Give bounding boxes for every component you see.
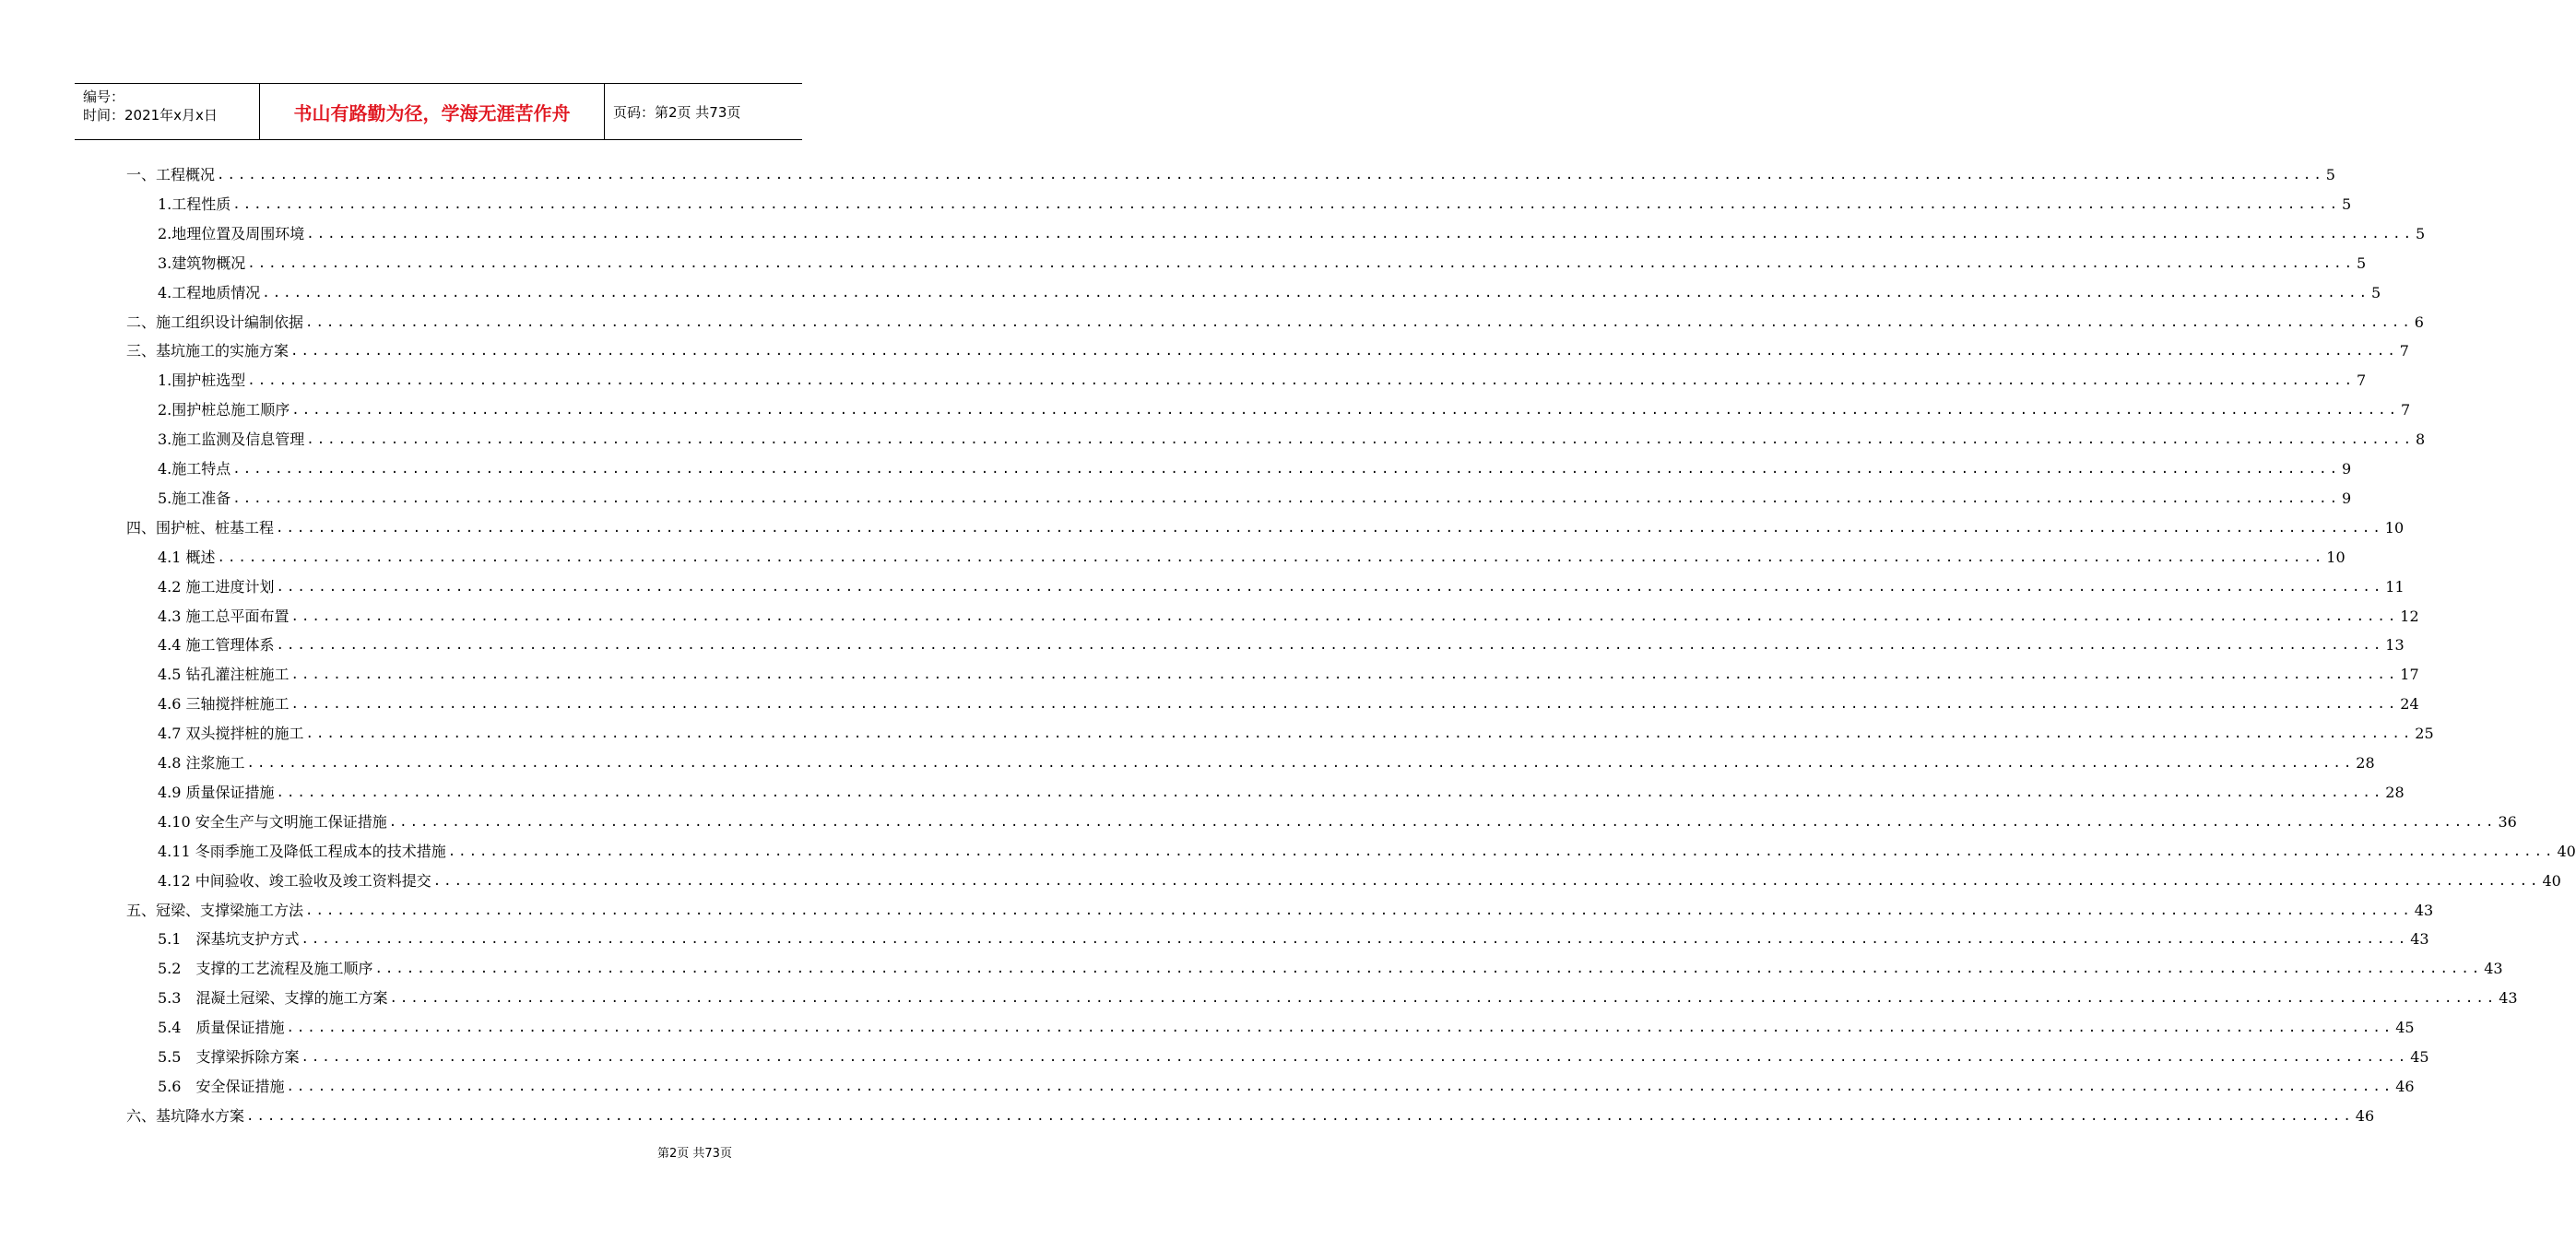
toc-entry-page: 9 [2342,490,2352,507]
toc-entry[interactable] [126,338,2409,364]
toc-entry-title: 一、工程概况 [126,166,216,183]
toc-entry-page: 28 [2356,754,2375,772]
toc-entry-title: 二、施工组织设计编制依据 [126,313,304,331]
toc-leader-dots: ........................................................................................................................................................................................................ [246,1109,2354,1124]
toc-entry-page: 28 [2385,784,2405,801]
toc-entry-page: 43 [2414,902,2434,919]
toc-entry-page: 9 [2342,460,2352,478]
header-page-info: 页码：第2页 共73页 [613,103,741,121]
footer-page-info: 第2页 共73页 [657,1147,732,1161]
toc-entry[interactable] [158,750,2375,776]
toc-entry-title: 4.4 施工管理体系 [158,636,275,654]
toc-entry-title: 4.7 双头搅拌桩的施工 [158,725,304,742]
toc-entry-page: 7 [2401,401,2411,419]
toc-entry-page: 43 [2484,960,2503,977]
toc-entry-page: 25 [2415,725,2434,742]
toc-entry-title: 4.5 钻孔灌注桩施工 [158,666,290,683]
toc-entry-page: 43 [2410,930,2429,948]
toc-leader-dots: ........................................................................................................................................................................................................ [232,491,2341,506]
toc-entry[interactable] [158,1015,2415,1041]
toc-entry[interactable] [158,192,2352,218]
toc-leader-dots: ........................................................................................................................................................................................................ [306,432,2415,447]
toc-entry-page: 40 [2557,843,2576,860]
toc-leader-dots: ........................................................................................................................................................................................................ [247,256,2356,271]
toc-leader-dots: ........................................................................................................................................................................................................ [217,550,2325,565]
toc-entry[interactable] [158,1074,2415,1100]
toc-entry[interactable] [158,251,2367,277]
toc-entry-page: 10 [2384,519,2405,537]
toc-entry[interactable] [158,280,2381,306]
toc-leader-dots: ........................................................................................................................................................................................................ [246,756,2355,771]
toc-leader-dots: ........................................................................................................................................................................................................ [290,667,2399,682]
toc-entry[interactable] [158,427,2426,453]
time-label: 时间：2021年x月x日 [83,107,218,124]
toc-entry[interactable] [158,868,2561,894]
toc-entry[interactable] [126,898,2434,924]
toc-leader-dots: ........................................................................................................................................................................................................ [290,697,2399,712]
toc-entry[interactable] [158,574,2405,600]
toc-leader-dots: ........................................................................................................................................................................................................ [247,373,2356,388]
toc-leader-dots: ........................................................................................................................................................................................................ [388,815,2497,830]
toc-entry-page: 45 [2410,1048,2429,1066]
toc-entry-page: 13 [2385,636,2405,654]
toc-entry-page: 7 [2399,342,2409,360]
toc-leader-dots: ........................................................................................................................................................................................................ [290,609,2399,624]
toc-entry-page: 5 [2342,195,2352,213]
toc-entry-page: 24 [2400,695,2419,713]
toc-leader-dots: ........................................................................................................................................................................................................ [301,1050,2409,1065]
toc-leader-dots: ........................................................................................................................................................................................................ [305,315,2413,330]
toc-entry-page: 17 [2400,666,2419,683]
toc-entry[interactable] [158,632,2405,658]
toc-entry-title: 4.施工特点 [158,460,231,478]
toc-leader-dots: ........................................................................................................................................................................................................ [290,344,2398,359]
toc-leader-dots: ........................................................................................................................................................................................................ [276,785,2384,800]
toc-entry-page: 5 [2416,225,2426,242]
toc-entry[interactable] [158,368,2367,394]
toc-entry-page: 10 [2326,549,2346,566]
toc-entry[interactable] [158,839,2576,865]
toc-entry-page: 5 [2325,166,2335,183]
toc-entry-page: 7 [2357,372,2367,389]
toc-entry[interactable] [126,515,2405,541]
toc-entry-page: 6 [2414,313,2424,331]
header-meta [75,84,260,139]
toc-entry[interactable] [158,545,2346,571]
toc-leader-dots: ........................................................................................................................................................................................................ [232,462,2341,477]
toc-leader-dots: ........................................................................................................................................................................................................ [291,403,2400,418]
toc-entry-title: 六、基坑降水方案 [126,1107,245,1125]
toc-entry[interactable] [158,486,2352,512]
toc-leader-dots: ........................................................................................................................................................................................................ [286,1080,2394,1094]
toc-entry-title: 5.3 混凝土冠梁、支撑的施工方案 [158,989,388,1007]
toc-leader-dots: ........................................................................................................................................................................................................ [276,638,2384,653]
toc-entry-title: 5.1 深基坑支护方式 [158,930,300,948]
toc-leader-dots: ........................................................................................................................................................................................................ [232,197,2341,212]
toc-entry-title: 4.工程地质情况 [158,284,261,301]
toc-entry-title: 2.地理位置及周围环境 [158,225,305,242]
toc-entry-page: 40 [2542,872,2561,890]
toc-entry-title: 五、冠梁、支撑梁施工方法 [126,902,304,919]
toc-leader-dots: ........................................................................................................................................................................................................ [262,286,2370,301]
toc-entry[interactable] [158,221,2426,247]
toc-entry[interactable] [158,691,2419,717]
toc-entry-page: 11 [2385,578,2405,596]
toc-entry-page: 46 [2395,1078,2415,1095]
header-motto: 书山有路勤为径，学海无涯苦作舟 [260,84,605,139]
toc-leader-dots: ........................................................................................................................................................................................................ [306,227,2415,242]
toc-entry-title: 4.2 施工进度计划 [158,578,275,596]
toc-entry-title: 4.3 施工总平面布置 [158,608,290,625]
toc-entry-page: 8 [2416,431,2426,448]
toc-entry-title: 4.10 安全生产与文明施工保证措施 [158,813,387,831]
toc-leader-dots: ........................................................................................................................................................................................................ [374,962,2483,976]
toc-entry-page: 12 [2400,608,2419,625]
toc-entry[interactable] [158,985,2518,1011]
toc-entry-title: 5.6 安全保证措施 [158,1078,285,1095]
toc-entry[interactable] [158,721,2434,747]
toc-entry-title: 5.5 支撑梁拆除方案 [158,1048,300,1066]
toc-leader-dots: ........................................................................................................................................................................................................ [432,874,2541,889]
toc-entry-title: 4.8 注浆施工 [158,754,245,772]
toc-entry[interactable] [158,780,2405,806]
toc-entry[interactable] [126,162,2335,188]
toc-entry[interactable] [158,604,2419,630]
toc-leader-dots: ........................................................................................................................................................................................................ [447,844,2556,859]
toc-entry-title: 5.施工准备 [158,490,231,507]
toc-entry-page: 43 [2499,989,2518,1007]
serial-label: 编号： [83,88,125,105]
toc-entry-title: 四、围护桩、桩基工程 [126,519,275,537]
toc-entry-title: 4.6 三轴搅拌桩施工 [158,695,290,713]
toc-entry[interactable] [158,926,2429,952]
toc-entry[interactable] [158,956,2503,982]
document-header [75,83,802,140]
toc-entry-title: 1.工程性质 [158,195,231,213]
toc-entry-page: 45 [2395,1019,2415,1036]
toc-leader-dots: ........................................................................................................................................................................................................ [301,932,2409,947]
toc-entry-title: 4.1 概述 [158,549,216,566]
toc-entry[interactable] [126,1103,2375,1129]
toc-entry[interactable] [126,310,2424,336]
toc-leader-dots: ........................................................................................................................................................................................................ [305,726,2414,741]
toc-entry[interactable] [158,809,2517,835]
toc-entry[interactable] [158,662,2419,688]
toc-entry[interactable] [158,397,2411,423]
toc-entry-title: 三、基坑施工的实施方案 [126,342,290,360]
toc-entry[interactable] [158,456,2352,482]
toc-entry-title: 5.2 支撑的工艺流程及施工顺序 [158,960,373,977]
toc-entry-title: 4.9 质量保证措施 [158,784,275,801]
toc-leader-dots: ........................................................................................................................................................................................................ [276,580,2384,595]
toc-leader-dots: ........................................................................................................................................................................................................ [286,1021,2394,1035]
toc-entry-title: 2.围护桩总施工顺序 [158,401,290,419]
toc-entry-page: 5 [2371,284,2381,301]
toc-entry-title: 4.11 冬雨季施工及降低工程成本的技术措施 [158,843,446,860]
toc-entry-page: 46 [2355,1107,2375,1125]
toc-leader-dots: ........................................................................................................................................................................................................ [389,991,2498,1006]
toc-entry-page: 36 [2498,813,2517,831]
toc-entry-page: 5 [2357,254,2367,272]
toc-entry-title: 1.围护桩选型 [158,372,246,389]
toc-leader-dots: ........................................................................................................................................................................................................ [305,903,2413,918]
toc-leader-dots: ........................................................................................................................................................................................................ [276,521,2383,536]
toc-entry-title: 4.12 中间验收、竣工验收及竣工资料提交 [158,872,431,890]
toc-leader-dots: ........................................................................................................................................................................................................ [217,168,2324,183]
toc-entry[interactable] [158,1044,2429,1070]
toc-entry-title: 5.4 质量保证措施 [158,1019,285,1036]
toc-entry-title: 3.施工监测及信息管理 [158,431,305,448]
toc-entry-title: 3.建筑物概况 [158,254,246,272]
